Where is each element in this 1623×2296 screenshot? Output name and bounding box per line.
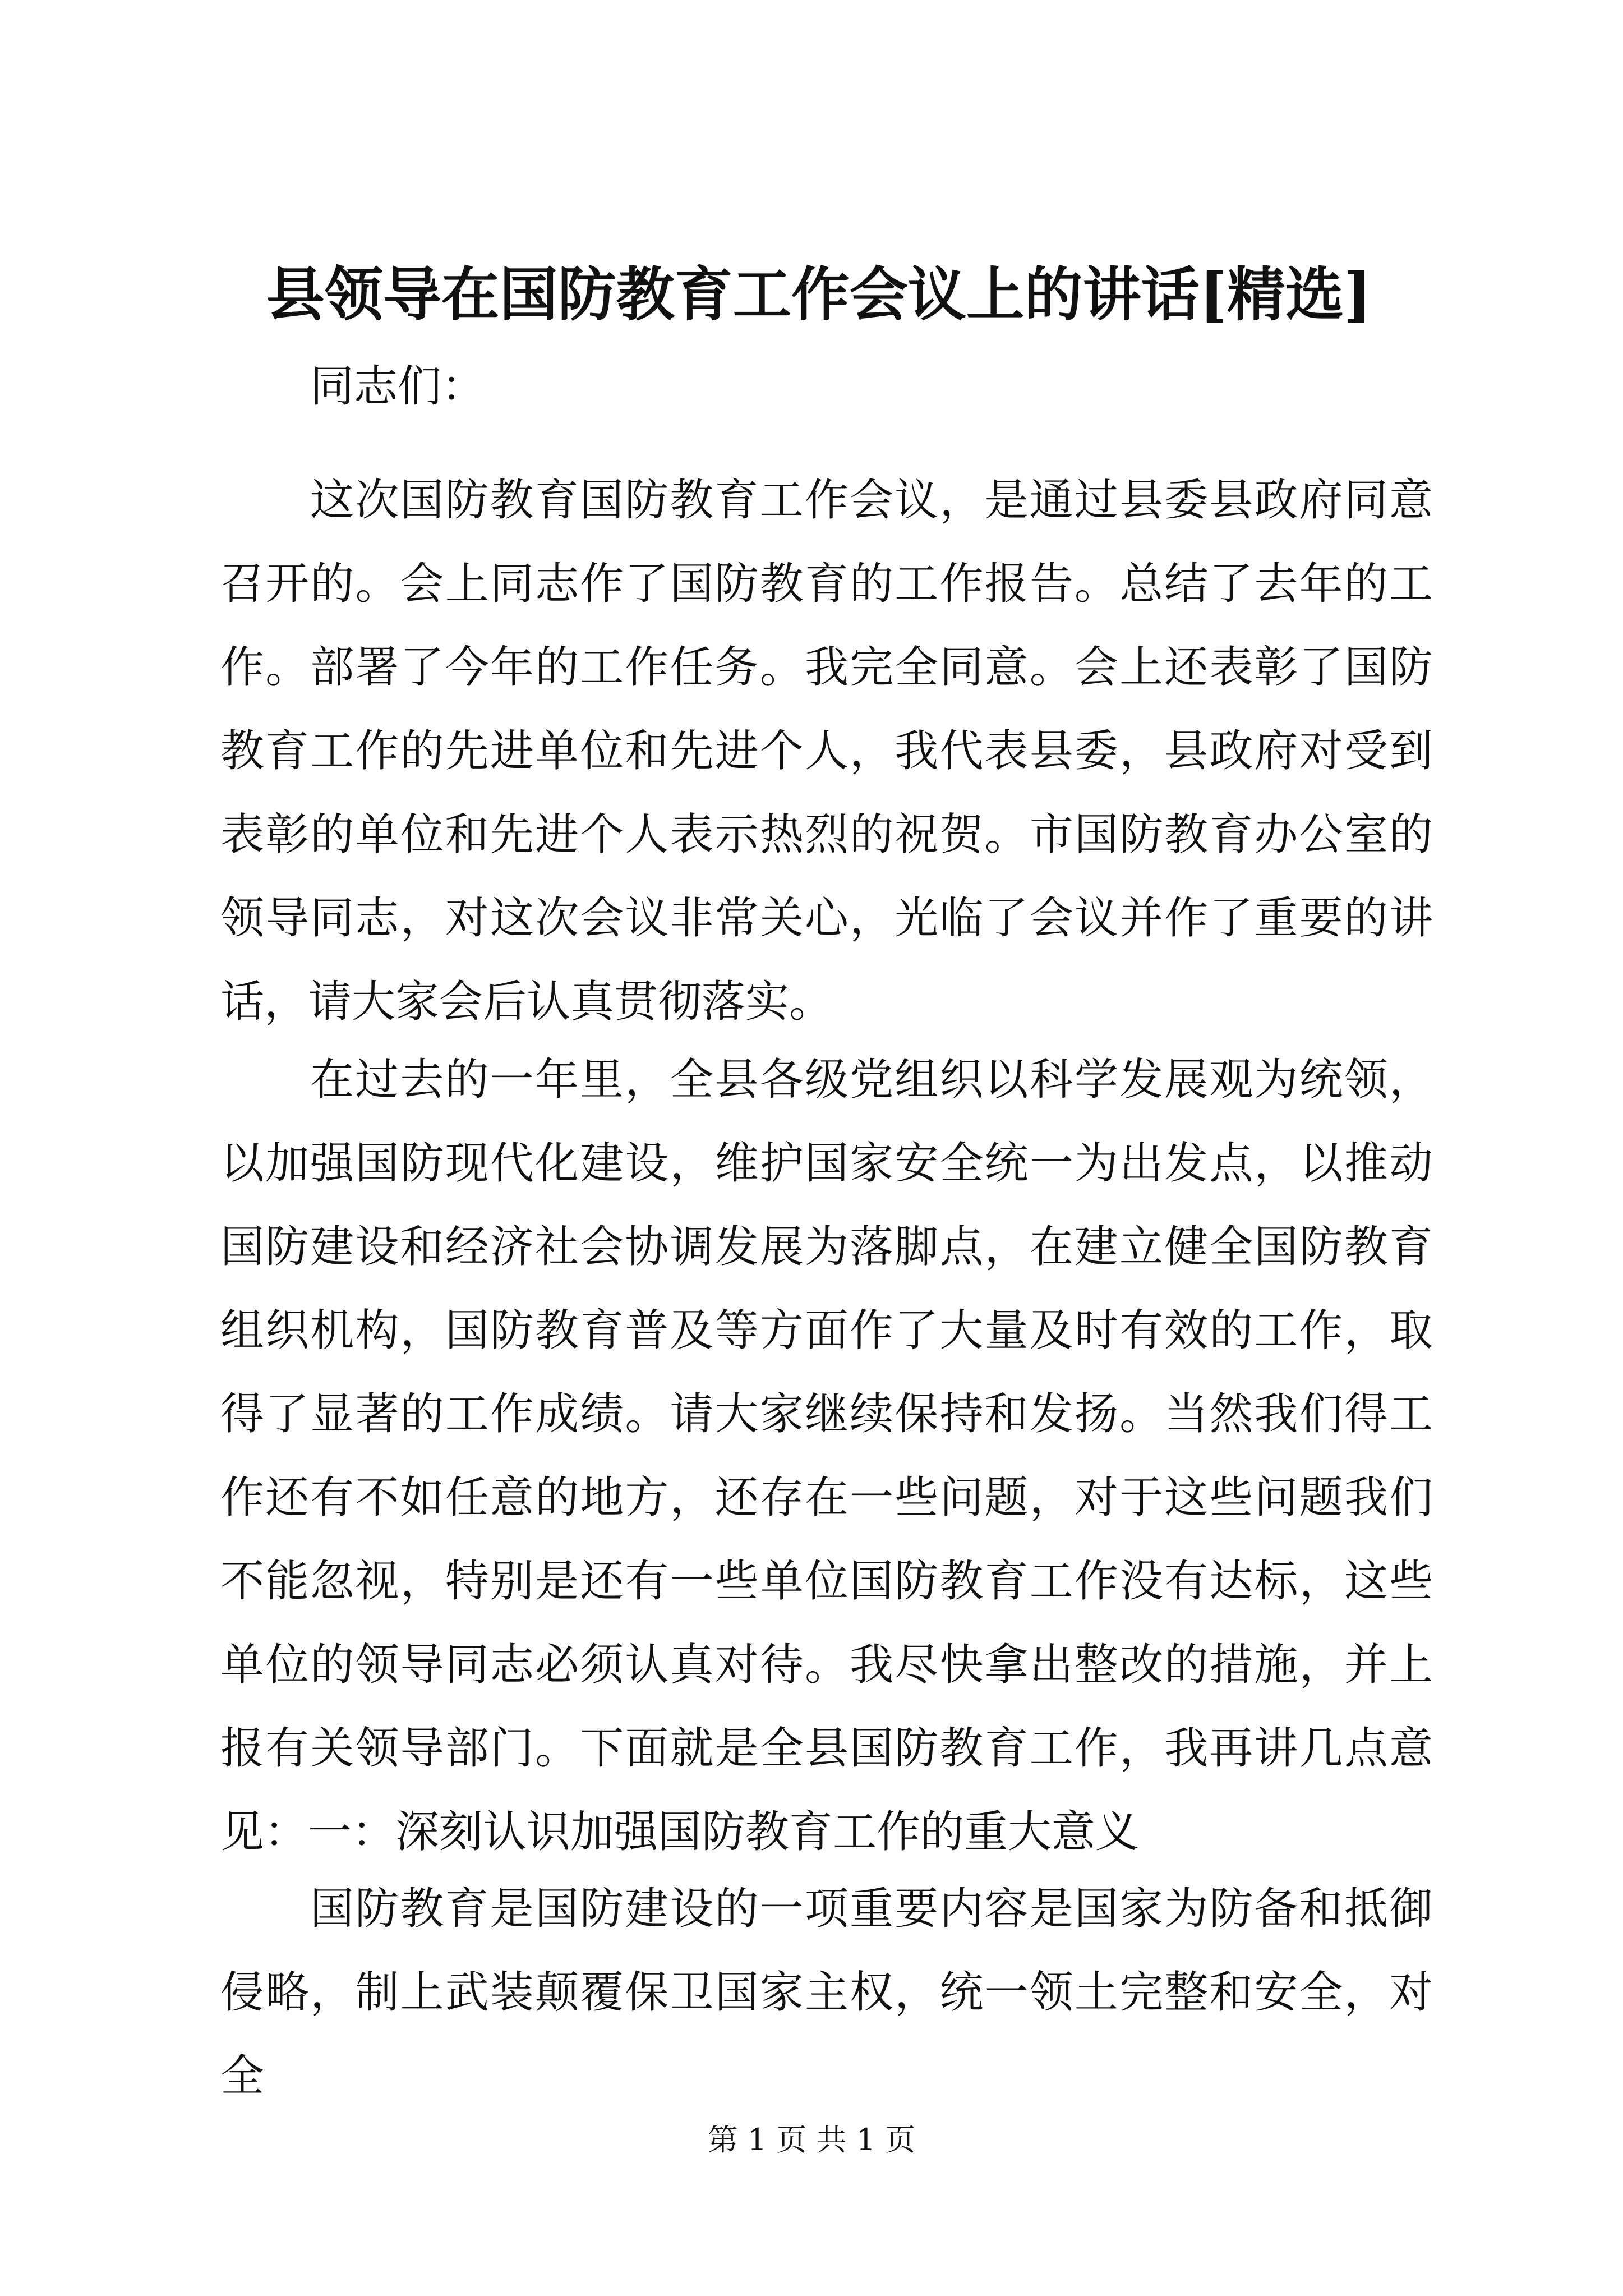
body-paragraph-2: 在过去的一年里，全县各级党组织以科学发展观为统领，以加强国防现代化建设，维护国家安全统一为出发点，以推动国防建设和经济社会协调发展为落脚点，在建立健全国防教育组织机构，国防教育普及等方面作了大量及时有效的工作，取得了显著的工作成绩。请大家继续保持和发扬。当然我们得工作还有不如任意的地方，还存在一些问题，对于这些问题我们不能忽视，特别是还有一些单位国防教育工作没有达标，这些单位的领导同志必须认真对待。我尽快拿出整改的措施，并上报有关领导部门。下面就是全县国防教育工作，我再讲几点意见：一：深刻认识加强国防教育工作的重大意义 — [220, 1055, 1433, 1857]
body-paragraph-1: 这次国防教育国防教育工作会议，是通过县委县政府同意召开的。会上同志作了国防教育的工作报告。总结了去年的工作。部署了今年的工作任务。我完全同意。会上还表彰了国防教育工作的先进单位和先进个人，我代表县委，县政府对受到表彰的单位和先进个人表示热烈的祝贺。市国防教育办公室的领导同志，对这次会议非常关心，光临了会议并作了重要的讲话，请大家会后认真贯彻落实。 — [220, 475, 1433, 1027]
page-number-footer: 第 1 页 共 1 页 — [707, 2122, 916, 2157]
body-paragraph-3: 国防教育是国防建设的一项重要内容是国家为防备和抵御侵略，制上武装颠覆保卫国家主权，统一领土完整和安全，对全 — [220, 1884, 1433, 2101]
document-title: 县领导在国防教育工作会议上的讲话[精选] — [266, 260, 1372, 329]
greeting-line: 同志们： — [310, 361, 486, 412]
